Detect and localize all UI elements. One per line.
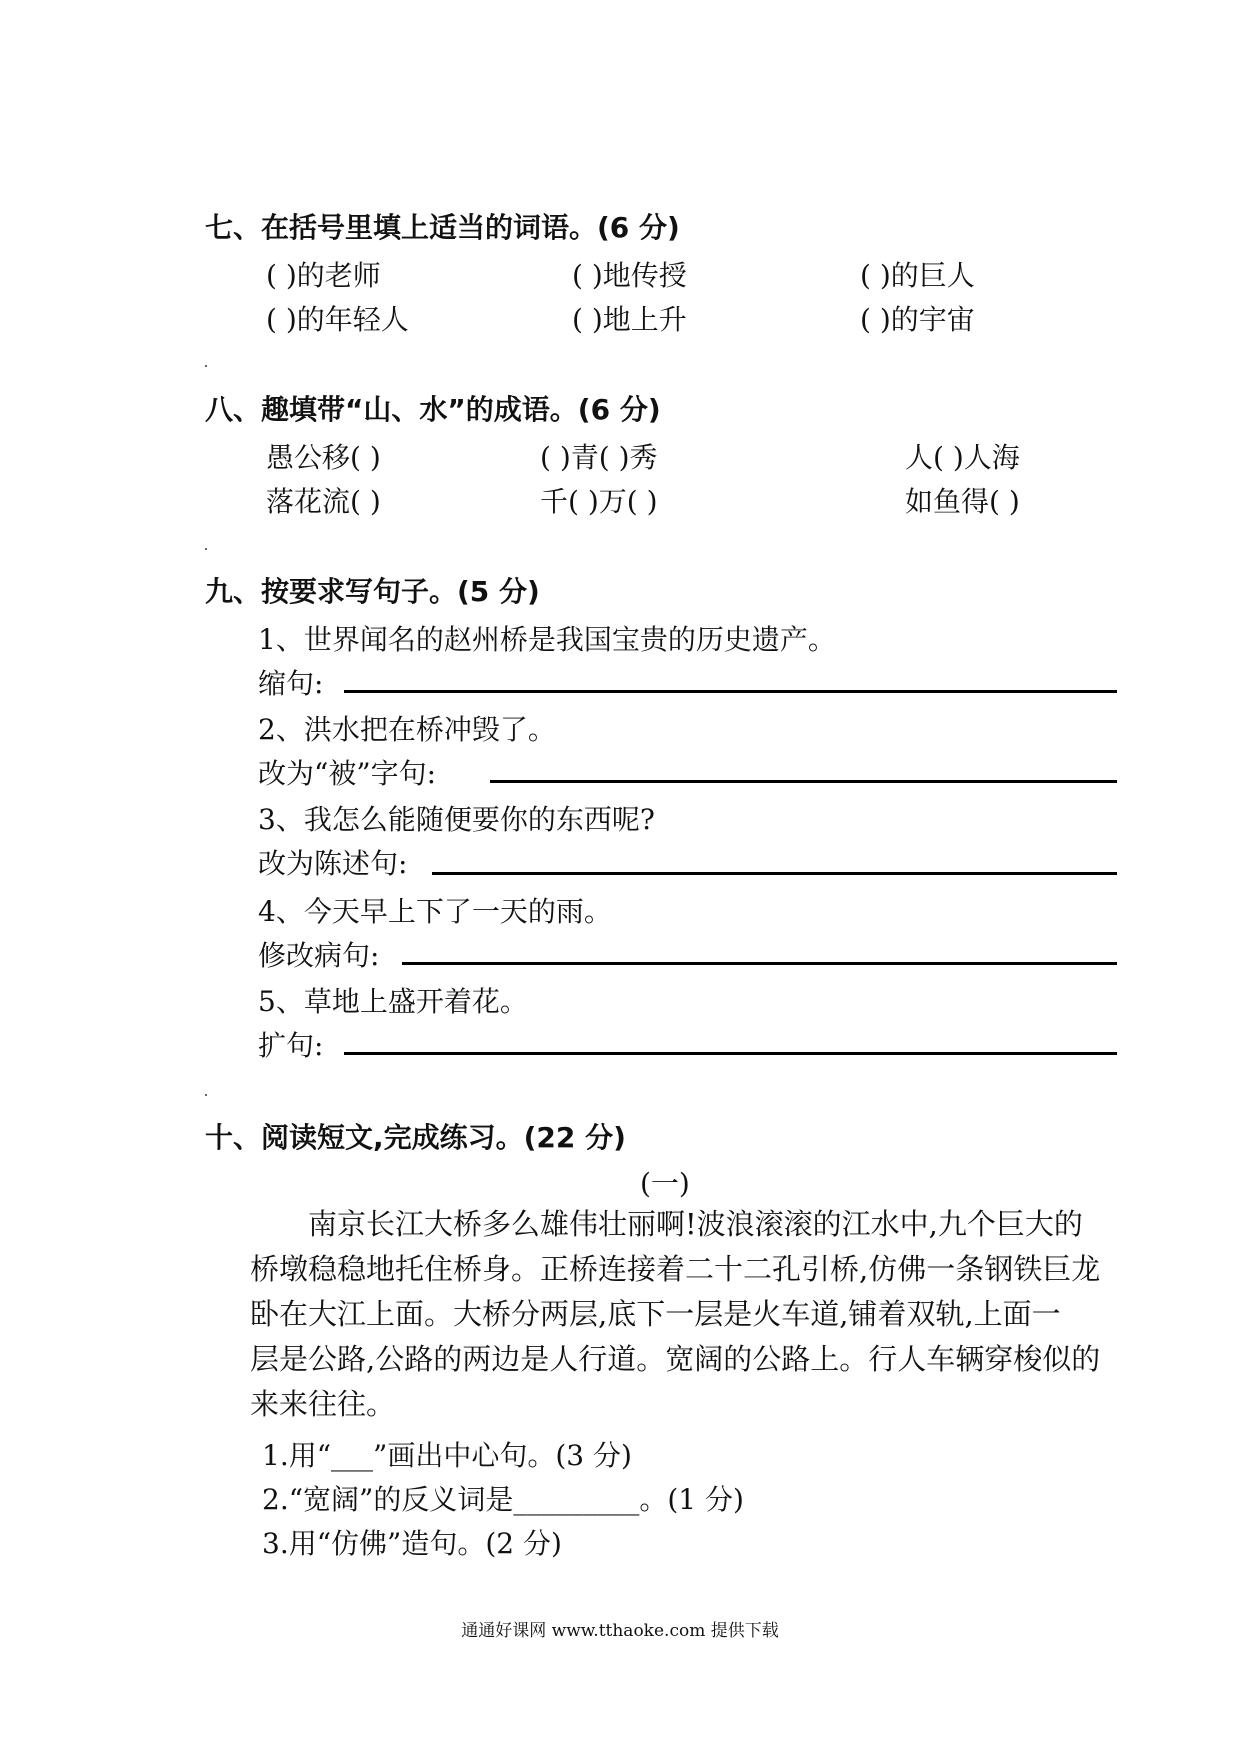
- idiom-item: 人( )人海: [905, 441, 1020, 474]
- idiom-item: 如鱼得( ): [905, 485, 1020, 518]
- passage-line: 层是公路,公路的两边是人行道。宽阔的公路上。行人车辆穿梭似的: [250, 1342, 1101, 1376]
- question-4: 4、今天早上下了一天的雨。: [258, 895, 612, 928]
- idiom-item: 愚公移( ): [266, 441, 381, 474]
- answer-line-5[interactable]: [344, 1052, 1117, 1055]
- section-7-title: 七、在括号里填上适当的词语。(6 分): [205, 211, 680, 244]
- question-5: 5、草地上盛开着花。: [258, 985, 528, 1018]
- passage-line: 南京长江大桥多么雄伟壮丽啊!波浪滚滚的江水中,九个巨大的: [308, 1207, 1083, 1241]
- fill-blank-item: ( )地传授: [572, 259, 687, 292]
- section-10-title: 十、阅读短文,完成练习。(22 分): [205, 1121, 626, 1154]
- reading-question-3: 3.用“仿佛”造句。(2 分): [262, 1527, 562, 1560]
- passage-line: 来来往往。: [250, 1387, 396, 1421]
- passage-subtitle: (一): [640, 1167, 690, 1200]
- question-2: 2、洪水把在桥冲毁了。: [258, 713, 556, 746]
- fill-blank-item: ( )的老师: [266, 259, 381, 292]
- section-8-title: 八、趣填带“山、水”的成语。(6 分): [205, 393, 661, 426]
- answer-label-2: 改为“被”字句:: [258, 757, 437, 790]
- fill-blank-item: ( )的巨人: [860, 259, 975, 292]
- answer-line-2[interactable]: [490, 780, 1117, 783]
- idiom-item: 落花流( ): [266, 485, 381, 518]
- question-3: 3、我怎么能随便要你的东西呢?: [258, 803, 655, 836]
- reading-question-2: 2.“宽阔”的反义词是_________。(1 分): [262, 1483, 744, 1516]
- passage-line: 桥墩稳稳地托住桥身。正桥连接着二十二孔引桥,仿佛一条钢铁巨龙: [250, 1252, 1101, 1286]
- passage-line: 卧在大江上面。大桥分两层,底下一层是火车道,铺着双轨,上面一: [250, 1297, 1061, 1331]
- section-9-title: 九、按要求写句子。(5 分): [205, 575, 540, 608]
- idiom-item: ( )青( )秀: [540, 441, 658, 474]
- answer-label-1: 缩句:: [258, 667, 324, 700]
- answer-label-5: 扩句:: [258, 1029, 324, 1062]
- fill-blank-item: ( )的宇宙: [860, 303, 975, 336]
- idiom-item: 千( )万( ): [540, 485, 658, 518]
- fill-blank-item: ( )地上升: [572, 303, 687, 336]
- answer-line-1[interactable]: [344, 690, 1117, 693]
- question-1: 1、世界闻名的赵州桥是我国宝贵的历史遗产。: [258, 623, 836, 656]
- answer-line-3[interactable]: [432, 872, 1117, 875]
- footer-source: 通通好课网 www.tthaoke.com 提供下载: [461, 1621, 779, 1641]
- answer-label-3: 改为陈述句:: [258, 847, 408, 880]
- answer-line-4[interactable]: [402, 962, 1117, 965]
- reading-question-1: 1.用“___”画出中心句。(3 分): [262, 1439, 632, 1472]
- fill-blank-item: ( )的年轻人: [266, 303, 409, 336]
- answer-label-4: 修改病句:: [258, 939, 380, 972]
